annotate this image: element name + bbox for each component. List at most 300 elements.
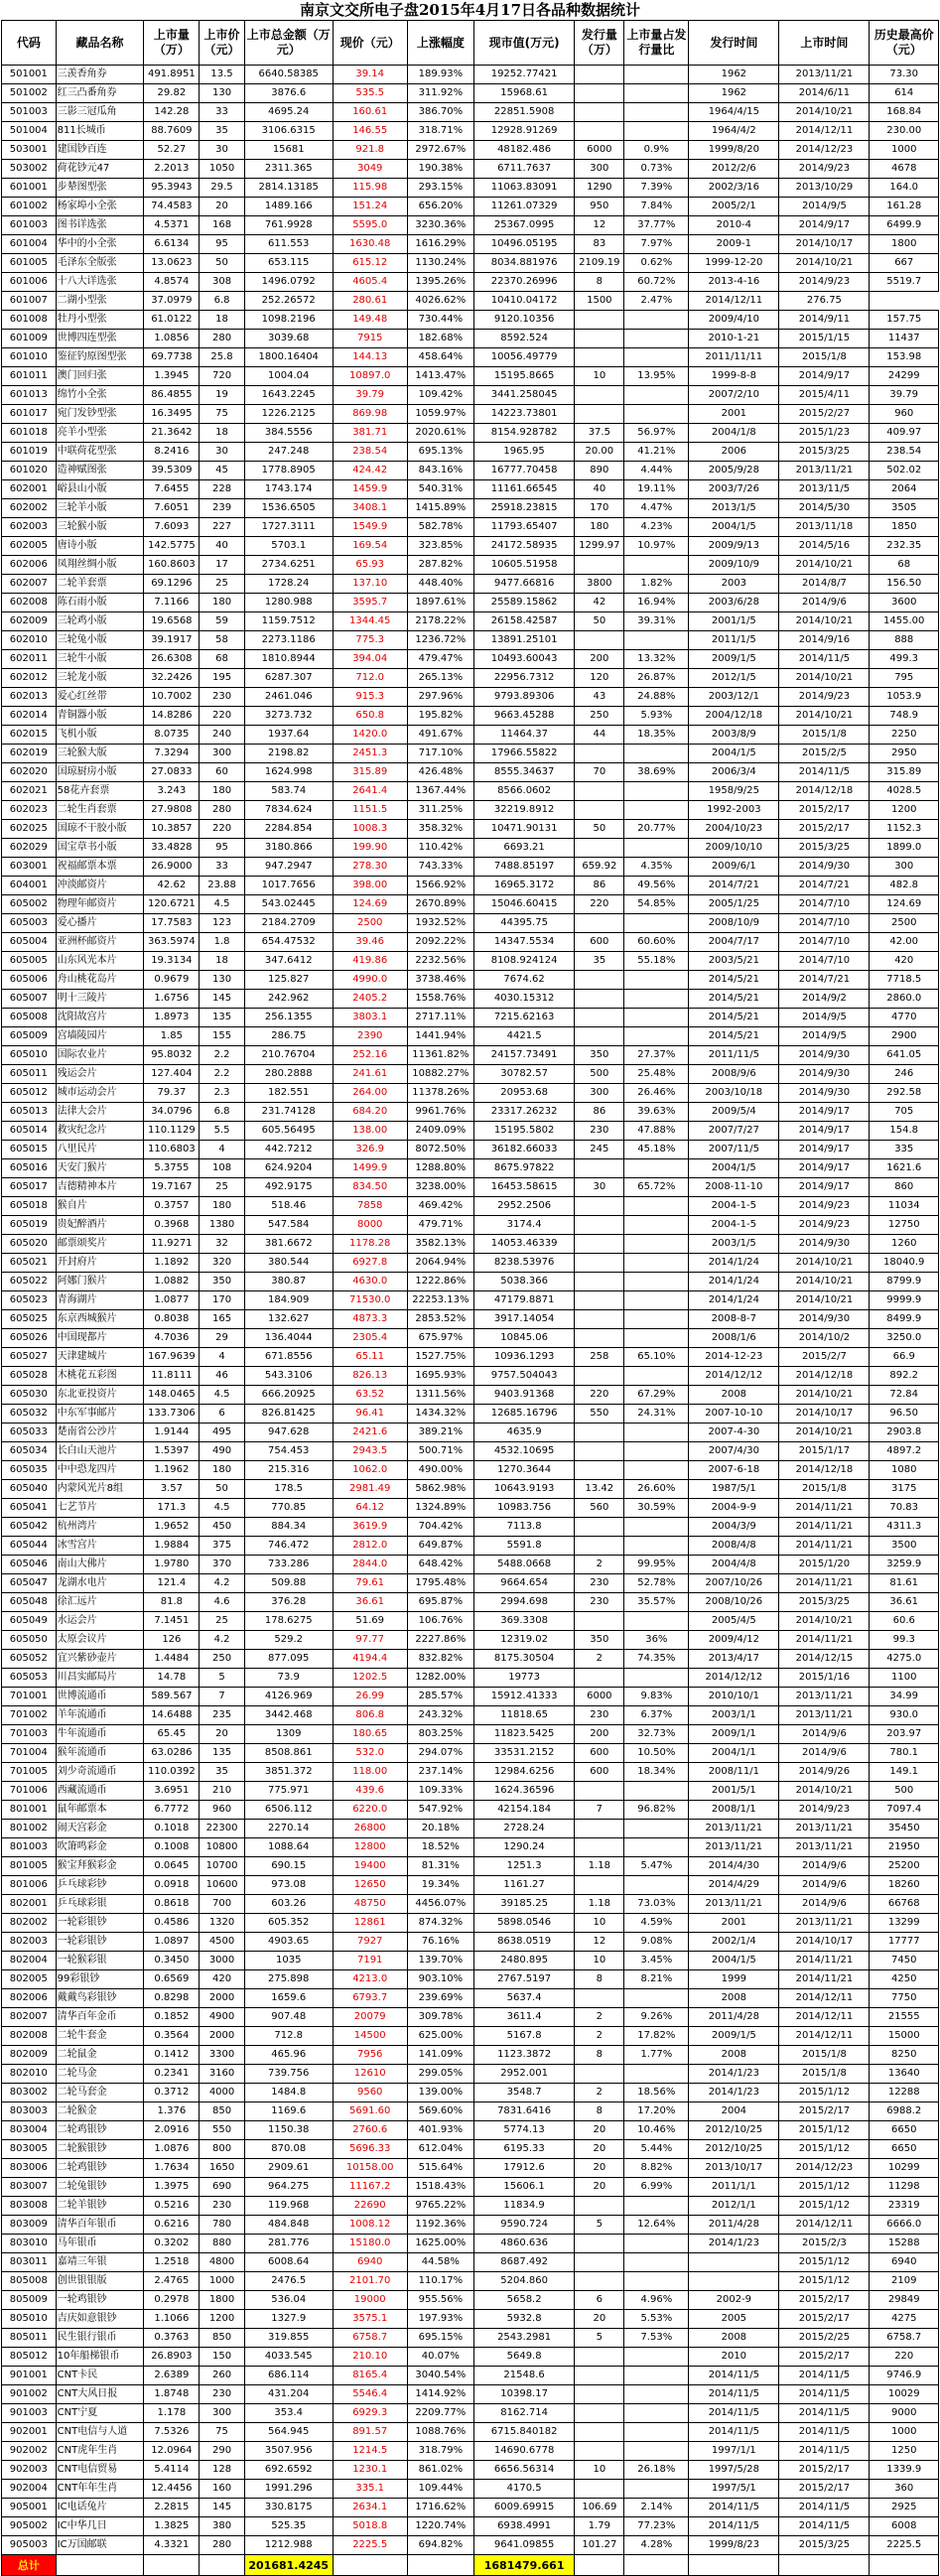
price-cell: 14500 [333, 2027, 407, 2046]
issue-qty-cell [575, 631, 624, 650]
code-cell: 602019 [2, 745, 57, 763]
list-amount-cell: 1800.16404 [244, 348, 333, 367]
list-price-cell: 220 [200, 707, 245, 726]
list-amount-cell: 2734.6251 [244, 556, 333, 575]
issue-date-cell: 2007-6-18 [689, 1461, 779, 1480]
issue-date-cell: 2008/1/1 [689, 1801, 779, 1820]
list-date-cell: 2014/12/11 [779, 2216, 870, 2235]
list-date-cell: 2014/11/5 [779, 2367, 870, 2385]
ratio-cell: 7.53% [624, 2329, 689, 2348]
code-cell: 905001 [2, 2499, 57, 2517]
high-price-cell: 780.1 [870, 1744, 939, 1763]
price-cell: 97.77 [333, 1631, 407, 1650]
table-row [2, 1442, 939, 1461]
issue-qty-cell [575, 1254, 624, 1273]
ratio-cell: 6.99% [624, 2178, 689, 2197]
price-cell: 7858 [333, 1197, 407, 1216]
list-date-cell: 2015/2/27 [779, 405, 870, 424]
table-row [2, 707, 939, 726]
list-amount-cell: 1159.7512 [244, 612, 333, 631]
issue-date-cell: 2011/1/1 [689, 2178, 779, 2197]
list-date-cell: 2015/2/17 [779, 2480, 870, 2499]
issue-qty-cell [575, 2348, 624, 2367]
listed-qty-cell: 7.6093 [144, 518, 200, 537]
code-cell: 805010 [2, 2310, 57, 2329]
list-price-cell: 2.3 [200, 1084, 245, 1103]
name-cell: IC中华几日 [56, 2517, 144, 2536]
issue-qty-cell [575, 2065, 624, 2084]
code-cell: 602029 [2, 839, 57, 858]
market-value-cell: 7831.6416 [473, 2102, 574, 2121]
list-date-cell: 2015/4/11 [779, 386, 870, 405]
rise-cell: 1695.93% [407, 1367, 473, 1386]
list-date-cell: 2014/10/17 [779, 1933, 870, 1952]
name-cell: 木桃花五彩图 [56, 1367, 144, 1386]
ratio-cell: 3.45% [624, 1952, 689, 1970]
ratio-cell: 26.18% [624, 2461, 689, 2480]
list-amount-cell: 754.453 [244, 1442, 333, 1461]
code-cell: 605050 [2, 1631, 57, 1650]
list-amount-cell: 330.8175 [244, 2499, 333, 2517]
issue-date-cell: 2009/1/5 [689, 2027, 779, 2046]
list-date-cell: 2014/10/21 [779, 707, 870, 726]
issue-date-cell: 2003/8/9 [689, 726, 779, 745]
issue-date-cell: 1999-12-20 [689, 254, 779, 273]
issue-date-cell: 2007/4/30 [689, 1442, 779, 1461]
list-amount-cell: 1728.24 [244, 575, 333, 594]
code-cell: 601013 [2, 386, 57, 405]
rise-cell: 2853.52% [407, 1310, 473, 1329]
rise-cell: 730.44% [407, 311, 473, 330]
table-row [2, 179, 939, 198]
issue-date-cell: 2011/1/5 [689, 631, 779, 650]
issue-qty-cell [575, 1537, 624, 1556]
listed-qty-cell: 10.3857 [144, 820, 200, 839]
high-price-cell: 15288 [870, 2235, 939, 2253]
table-cell [56, 2555, 144, 2576]
table-row [2, 990, 939, 1009]
market-value-cell: 9403.91368 [473, 1386, 574, 1405]
high-price-cell: 892.2 [870, 1367, 939, 1386]
listed-qty-cell: 1.0856 [144, 330, 200, 348]
name-cell: 二轮猴金 [56, 2102, 144, 2121]
listed-qty-cell: 26.8903 [144, 2348, 200, 2367]
name-cell: 二轮鸡银钞 [56, 2121, 144, 2140]
market-value-cell: 22851.5908 [473, 103, 574, 122]
table-body [2, 66, 939, 2555]
listed-qty-cell: 27.0833 [144, 763, 200, 782]
rise-cell: 1059.97% [407, 405, 473, 424]
list-date-cell: 2014/11/5 [779, 2517, 870, 2536]
ratio-cell: 96.82% [624, 1801, 689, 1820]
code-cell: 803011 [2, 2253, 57, 2272]
issue-qty-cell: 30 [575, 1178, 624, 1197]
ratio-cell: 0.62% [624, 254, 689, 273]
issue-date-cell: 2010 [689, 2348, 779, 2367]
ratio-cell: 25.48% [624, 1065, 689, 1084]
market-value-cell: 8675.97822 [473, 1159, 574, 1178]
issue-qty-cell [575, 1216, 624, 1235]
issue-qty-cell: 86 [575, 877, 624, 895]
table-row [2, 292, 939, 311]
high-price-cell: 1080 [870, 1461, 939, 1480]
high-price-cell: 1339.9 [870, 2461, 939, 2480]
issue-qty-cell [575, 1291, 624, 1310]
table-row [2, 518, 939, 537]
price-cell: 3595.7 [333, 594, 407, 612]
name-cell: 飞机小版 [56, 726, 144, 745]
ratio-cell: 9.08% [624, 1933, 689, 1952]
table-row [2, 895, 939, 914]
market-value-cell: 30782.57 [473, 1065, 574, 1084]
list-amount-cell: 1991.296 [244, 2480, 333, 2499]
rise-cell: 1932.52% [407, 914, 473, 933]
rise-cell: 141.09% [407, 2046, 473, 2065]
name-cell: 山东风光本片 [56, 952, 144, 971]
market-value-cell: 10056.49779 [473, 348, 574, 367]
list-date-cell: 2014/12/18 [779, 1367, 870, 1386]
table-row [2, 1461, 939, 1480]
issue-date-cell: 2008-8-7 [689, 1310, 779, 1329]
issue-qty-cell: 2 [575, 2084, 624, 2102]
market-value-cell: 5649.8 [473, 2348, 574, 2367]
list-date-cell: 2015/1/15 [779, 330, 870, 348]
list-amount-cell: 353.4 [244, 2404, 333, 2423]
issue-qty-cell [575, 348, 624, 367]
list-date-cell: 2015/2/7 [779, 1348, 870, 1367]
high-price-cell: 66.9 [870, 1348, 939, 1367]
listed-qty-cell: 1.6756 [144, 990, 200, 1009]
list-date-cell: 2013/11/18 [779, 518, 870, 537]
code-cell: 605006 [2, 971, 57, 990]
price-cell: 12800 [333, 1838, 407, 1857]
list-price-cell: 30 [200, 443, 245, 462]
listed-qty-cell: 7.1166 [144, 594, 200, 612]
list-date-cell: 2014/11/21 [779, 1499, 870, 1518]
issue-date-cell: 2013/11/21 [689, 1838, 779, 1857]
issue-date-cell: 2014/1/23 [689, 2065, 779, 2084]
rise-cell: 1130.24% [407, 254, 473, 273]
list-amount-cell: 4695.24 [244, 103, 333, 122]
ratio-cell [624, 84, 689, 103]
table-cell [779, 2555, 870, 2576]
market-value-cell: 42154.184 [473, 1801, 574, 1820]
rise-cell: 358.32% [407, 820, 473, 839]
price-cell: 8000 [333, 1216, 407, 1235]
listed-qty-cell: 33.4828 [144, 839, 200, 858]
list-date-cell: 2015/1/8 [779, 726, 870, 745]
high-price-cell: 9746.9 [870, 2367, 939, 2385]
list-price-cell: 10700 [200, 1857, 245, 1876]
list-price-cell: 32 [200, 1235, 245, 1254]
listed-qty-cell: 37.0979 [144, 292, 200, 311]
table-row [2, 2121, 939, 2140]
issue-qty-cell: 300 [575, 160, 624, 179]
code-cell: 602025 [2, 820, 57, 839]
ratio-cell [624, 122, 689, 141]
rise-cell: 1897.61% [407, 594, 473, 612]
list-date-cell: 2014/7/10 [779, 952, 870, 971]
rise-cell: 237.14% [407, 1763, 473, 1782]
name-cell: 二轮兔银钞 [56, 2178, 144, 2197]
list-price-cell: 880 [200, 2235, 245, 2253]
list-date-cell: 2014/11/5 [779, 2385, 870, 2404]
list-price-cell: 960 [200, 1801, 245, 1820]
table-row [2, 2046, 939, 2065]
list-price-cell: 4.2 [200, 1631, 245, 1650]
table-row [2, 2197, 939, 2216]
list-price-cell: 95 [200, 235, 245, 254]
list-price-cell: 20 [200, 1725, 245, 1744]
rise-cell: 2092.22% [407, 933, 473, 952]
code-cell: 501003 [2, 103, 57, 122]
issue-qty-cell: 2 [575, 2008, 624, 2027]
name-cell: 二轮生肖套票 [56, 801, 144, 820]
listed-qty-cell: 171.3 [144, 1499, 200, 1518]
issue-qty-cell [575, 2197, 624, 2216]
name-cell: 宜兴紫砂壶片 [56, 1650, 144, 1669]
rise-cell: 243.32% [407, 1706, 473, 1725]
high-price-cell: 502.02 [870, 462, 939, 480]
list-price-cell: 20 [200, 198, 245, 216]
issue-date-cell: 2004/10/23 [689, 820, 779, 839]
listed-qty-cell: 61.0122 [144, 311, 200, 330]
high-price-cell: 2925 [870, 2499, 939, 2517]
rise-cell: 656.20% [407, 198, 473, 216]
name-cell: 闹天宫彩金 [56, 1820, 144, 1838]
list-price-cell: 68 [200, 650, 245, 669]
table-row [2, 424, 939, 443]
listed-qty-cell: 12.4456 [144, 2480, 200, 2499]
market-value-cell: 36182.66033 [473, 1141, 574, 1159]
table-row [2, 1593, 939, 1612]
market-value-cell: 10410.04172 [473, 292, 574, 311]
list-price-cell: 230 [200, 688, 245, 707]
listed-qty-cell: 3.57 [144, 1480, 200, 1499]
price-cell: 11167.2 [333, 2178, 407, 2197]
listed-qty-cell: 0.0918 [144, 1876, 200, 1895]
list-price-cell: 370 [200, 1556, 245, 1574]
issue-date-cell: 2014/1/23 [689, 2235, 779, 2253]
table-row [2, 1291, 939, 1310]
name-cell: 二轮马套金 [56, 2084, 144, 2102]
ratio-cell [624, 1254, 689, 1273]
rise-cell: 297.96% [407, 688, 473, 707]
table-row [2, 914, 939, 933]
header-cell: 藏品名称 [56, 21, 144, 66]
code-cell: 803010 [2, 2235, 57, 2253]
ratio-cell [624, 1027, 689, 1046]
rise-cell: 106.76% [407, 1612, 473, 1631]
list-price-cell: 495 [200, 1424, 245, 1442]
issue-date-cell: 2014/12/12 [689, 1367, 779, 1386]
table-row [2, 1631, 939, 1650]
list-price-cell: 180 [200, 1197, 245, 1216]
issue-date-cell: 2008/1/6 [689, 1329, 779, 1348]
high-price-cell: 161.28 [870, 198, 939, 216]
price-cell: 4605.4 [333, 273, 407, 292]
market-value-cell: 14053.46339 [473, 1235, 574, 1254]
code-cell: 605008 [2, 1009, 57, 1027]
price-cell: 6940 [333, 2253, 407, 2272]
price-cell: 7191 [333, 1952, 407, 1970]
market-value-cell: 15606.1 [473, 2178, 574, 2197]
list-amount-cell: 132.627 [244, 1310, 333, 1329]
issue-date-cell: 2008 [689, 2329, 779, 2348]
listed-qty-cell: 148.0465 [144, 1386, 200, 1405]
list-date-cell: 2014/11/5 [779, 2442, 870, 2461]
name-cell: 西藏流通币 [56, 1782, 144, 1801]
name-cell: 中国现都片 [56, 1329, 144, 1348]
list-date-cell: 2015/2/17 [779, 2291, 870, 2310]
list-price-cell: 280 [200, 801, 245, 820]
price-cell: 6220.0 [333, 1801, 407, 1820]
price-cell: 19000 [333, 2291, 407, 2310]
list-price-cell: 135 [200, 1744, 245, 1763]
issue-qty-cell: 5 [575, 2329, 624, 2348]
high-price-cell: 220 [870, 2348, 939, 2367]
list-date-cell: 2014/7/10 [779, 933, 870, 952]
list-amount-cell: 2184.2709 [244, 914, 333, 933]
price-cell: 96.41 [333, 1405, 407, 1424]
listed-qty-cell: 7.3294 [144, 745, 200, 763]
price-cell: 915.3 [333, 688, 407, 707]
listed-qty-cell: 12.0964 [144, 2442, 200, 2461]
issue-date-cell: 2003/1/1 [689, 1706, 779, 1725]
table-row [2, 1838, 939, 1857]
issue-date-cell: 2005/9/28 [689, 462, 779, 480]
issue-date-cell: 2008/10/26 [689, 1593, 779, 1612]
table-row [2, 273, 939, 292]
list-date-cell: 2015/2/17 [779, 2461, 870, 2480]
price-cell: 2101.70 [333, 2272, 407, 2291]
list-price-cell: 155 [200, 1027, 245, 1046]
price-cell: 1202.5 [333, 1669, 407, 1688]
issue-date-cell: 2008/4/8 [689, 1537, 779, 1556]
market-value-cell: 9664.654 [473, 1574, 574, 1593]
market-value-cell: 48182.486 [473, 141, 574, 160]
code-cell: 605014 [2, 1122, 57, 1141]
list-date-cell: 2013/10/29 [779, 179, 870, 198]
high-price-cell: 154.8 [870, 1122, 939, 1141]
list-date-cell: 2014/9/2 [779, 990, 870, 1009]
price-cell: 4194.4 [333, 1650, 407, 1669]
rise-cell: 490.00% [407, 1461, 473, 1480]
issue-date-cell: 2014/11/5 [689, 2367, 779, 2385]
rise-cell: 547.92% [407, 1801, 473, 1820]
issue-qty-cell [575, 2235, 624, 2253]
table-cell [624, 2555, 689, 2576]
price-cell: 118.00 [333, 1763, 407, 1782]
listed-qty-cell: 1.9144 [144, 1424, 200, 1442]
issue-qty-cell [575, 839, 624, 858]
high-price-cell: 6988.2 [870, 2102, 939, 2121]
rise-cell: 582.78% [407, 518, 473, 537]
rise-cell: 448.40% [407, 575, 473, 594]
price-cell: 2421.6 [333, 1424, 407, 1442]
table-row [2, 2008, 939, 2027]
name-cell: 创世银银版 [56, 2272, 144, 2291]
rise-cell: 4026.62% [407, 292, 473, 311]
issue-qty-cell [575, 2423, 624, 2442]
issue-qty-cell [575, 1027, 624, 1046]
ratio-cell: 26.46% [624, 1084, 689, 1103]
list-date-cell: 2015/1/12 [779, 2140, 870, 2159]
name-cell: 三影三冠瓜角 [56, 103, 144, 122]
issue-date-cell: 2009/1/5 [689, 650, 779, 669]
code-cell: 802009 [2, 2046, 57, 2065]
list-date-cell: 2014/9/6 [779, 1876, 870, 1895]
market-value-cell: 8108.924124 [473, 952, 574, 971]
ratio-cell: 4.23% [624, 518, 689, 537]
listed-qty-cell: 95.3943 [144, 179, 200, 198]
rise-cell: 323.85% [407, 537, 473, 556]
ratio-cell: 4.47% [624, 499, 689, 518]
rise-cell: 294.07% [407, 1744, 473, 1763]
rise-cell: 1795.48% [407, 1574, 473, 1593]
name-cell: 龙湖水电片 [56, 1574, 144, 1593]
list-amount-cell: 1150.38 [244, 2121, 333, 2140]
list-date-cell: 2015/1/8 [779, 1480, 870, 1499]
issue-qty-cell: 200 [575, 1725, 624, 1744]
name-cell: 贵妃醉酒片 [56, 1216, 144, 1235]
name-cell: 一轮彩银钞 [56, 1914, 144, 1933]
page-title: 南京文交所电子盘2015年4月17日各品种数据统计 [299, 1, 641, 19]
rise-cell: 515.64% [407, 2159, 473, 2178]
name-cell: 十八大详选张 [56, 273, 144, 292]
list-date-cell: 2014/11/5 [779, 650, 870, 669]
table-row [2, 933, 939, 952]
market-value-cell: 7215.62163 [473, 1009, 574, 1027]
rise-cell: 287.82% [407, 556, 473, 575]
issue-qty-cell [575, 2367, 624, 2385]
list-amount-cell: 1496.0792 [244, 273, 333, 292]
list-amount-cell: 605.56495 [244, 1122, 333, 1141]
code-cell: 501001 [2, 66, 57, 84]
ratio-cell: 8.21% [624, 1970, 689, 1989]
listed-qty-cell: 16.3495 [144, 405, 200, 424]
issue-qty-cell: 230 [575, 1706, 624, 1725]
price-cell: 20079 [333, 2008, 407, 2027]
list-price-cell: 25 [200, 575, 245, 594]
price-cell: 5018.8 [333, 2517, 407, 2536]
listed-qty-cell: 1.376 [144, 2102, 200, 2121]
list-price-cell: 25.8 [200, 348, 245, 367]
table-row [2, 2536, 939, 2555]
list-date-cell: 2015/1/8 [779, 2065, 870, 2084]
ratio-cell: 60.72% [624, 273, 689, 292]
code-cell: 605028 [2, 1367, 57, 1386]
price-cell: 22690 [333, 2197, 407, 2216]
issue-date-cell: 2014/5/21 [689, 1009, 779, 1027]
list-date-cell: 2015/1/12 [779, 2084, 870, 2102]
issue-date-cell: 2014/11/5 [689, 2517, 779, 2536]
rise-cell: 2972.67% [407, 141, 473, 160]
issue-qty-cell [575, 2253, 624, 2272]
listed-qty-cell: 0.3202 [144, 2235, 200, 2253]
issue-date-cell: 2013/11/21 [689, 1820, 779, 1838]
listed-qty-cell: 26.6308 [144, 650, 200, 669]
table-row [2, 84, 939, 103]
market-value-cell: 6656.56314 [473, 2461, 574, 2480]
high-price-cell: 6008 [870, 2517, 939, 2536]
issue-date-cell: 2005/1/25 [689, 895, 779, 914]
issue-qty-cell: 170 [575, 499, 624, 518]
name-cell: 国际农业片 [56, 1046, 144, 1065]
listed-qty-cell: 0.8618 [144, 1895, 200, 1914]
price-cell: 3575.1 [333, 2310, 407, 2329]
listed-qty-cell: 4.7036 [144, 1329, 200, 1348]
